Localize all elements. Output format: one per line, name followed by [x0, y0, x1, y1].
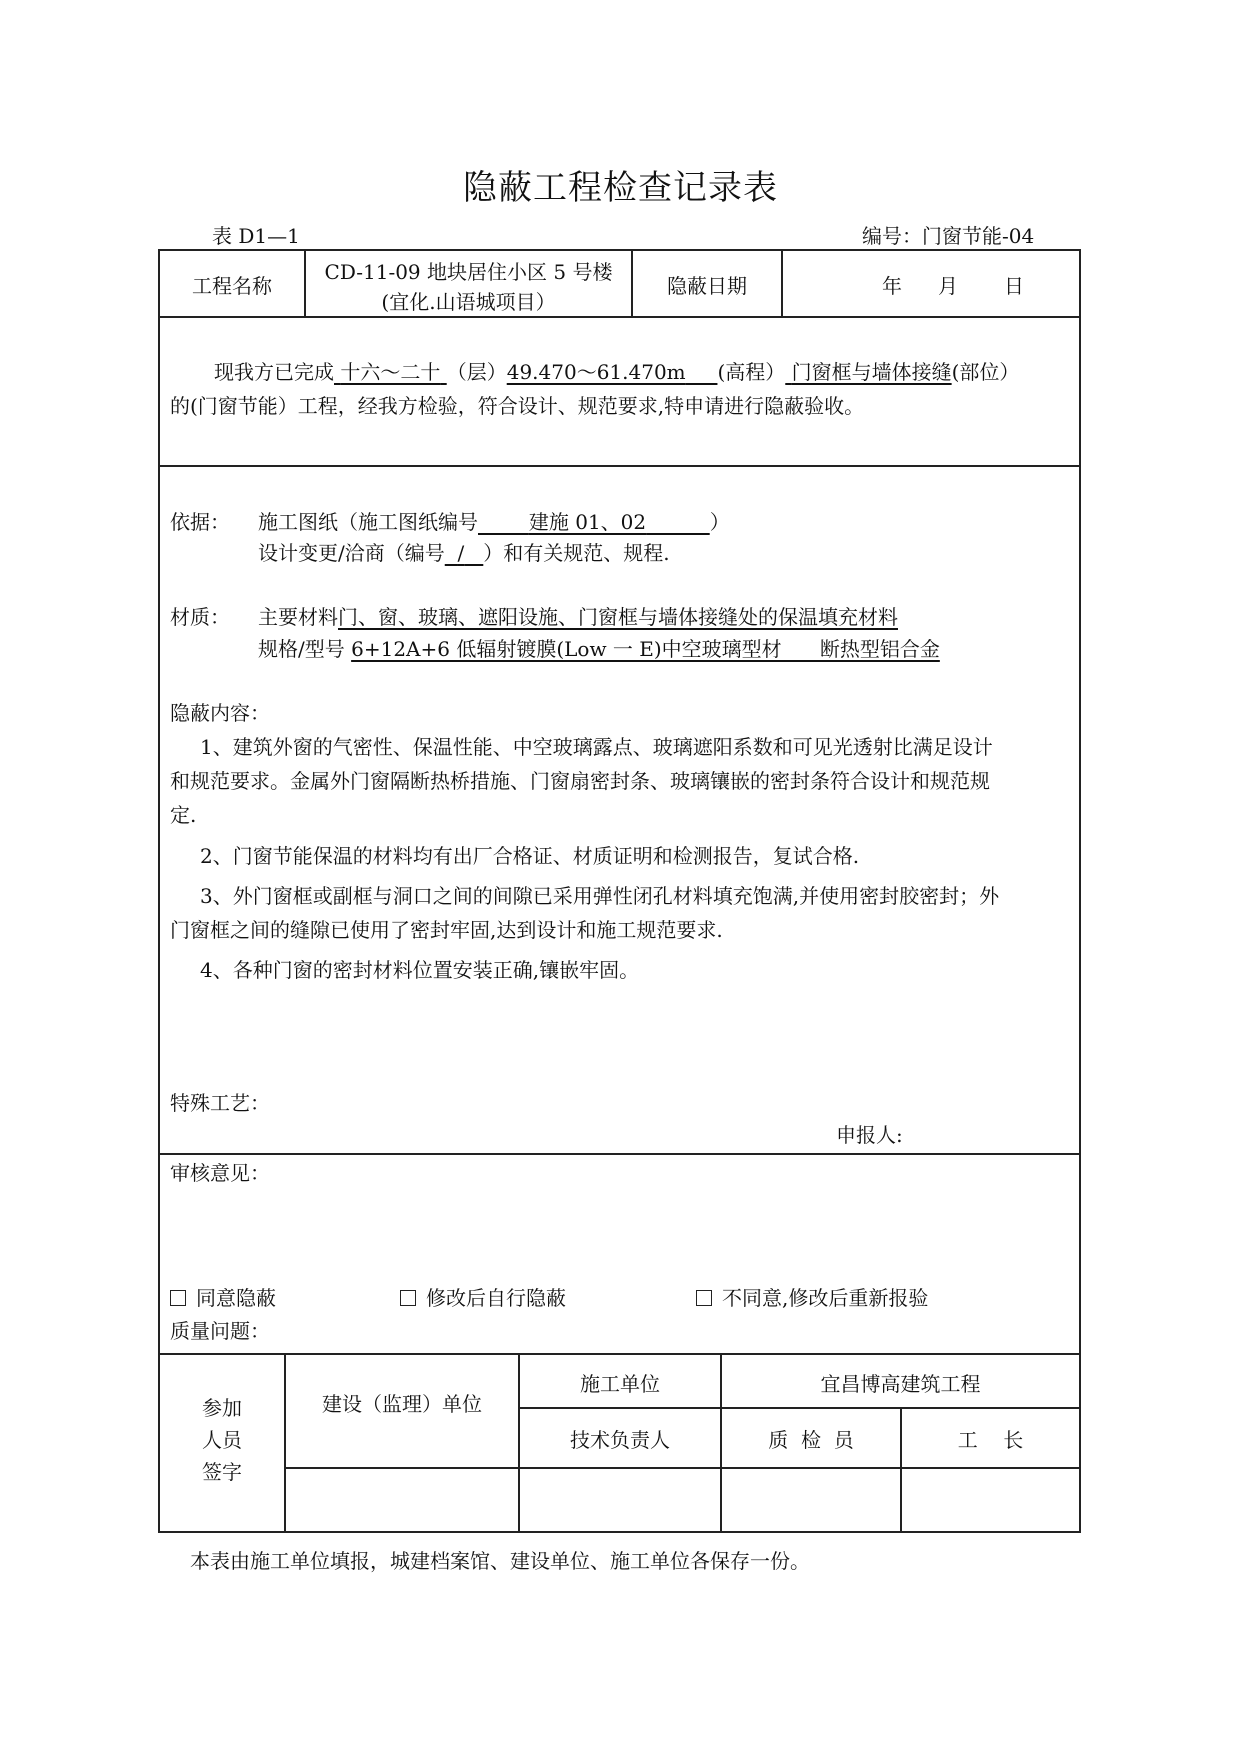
elevation-text: 49.470～61.470m: [506, 360, 686, 384]
option-approve[interactable]: [170, 1282, 276, 1311]
declaration-prefix: 现我方已完成: [214, 360, 334, 384]
content-item-1-line1: 1、建筑外窗的气密性、保温性能、中空玻璃露点、玻璃遮阳系数和可见光透射比满足设计: [200, 735, 993, 759]
location-value: [785, 360, 951, 384]
divider: [284, 1467, 1081, 1469]
floors-value: [334, 360, 447, 384]
participants-label-3: 签字: [202, 1460, 242, 1484]
material-spec: [258, 633, 940, 662]
participants-label-1: 参加: [202, 1396, 242, 1420]
content-item-1-line3: 定.: [170, 803, 197, 827]
divider: [158, 465, 1081, 467]
location-text: 门窗框与墙体接缝: [791, 360, 952, 384]
elevation-value: [507, 360, 718, 384]
change-number: [445, 541, 484, 565]
declaration-line1: [214, 356, 1019, 385]
basis-drawing: [258, 506, 730, 535]
content-item-3-line2: 门窗框之间的缝隙已使用了密封牢固,达到设计和施工规范要求.: [170, 918, 723, 942]
tech-lead-label: 技术负责人: [570, 1428, 670, 1452]
content-item-2: 2、门窗节能保温的材料均有出厂合格证、材质证明和检测报告，复试合格.: [200, 844, 860, 868]
drawing-number-text: 建施 01、02: [528, 510, 647, 534]
checkbox-icon[interactable]: [400, 1290, 416, 1306]
table-border-left: [158, 249, 160, 1531]
option-reject-label: 不同意,修改后重新报验: [722, 1286, 929, 1310]
main-material-value: 门、窗、玻璃、遮阳设施、门窗框与墙体接缝处的保温填充材料: [338, 605, 898, 629]
drawing-number: [478, 510, 710, 534]
project-name-line2: (宜化.山语城项目）: [381, 290, 556, 314]
checkbox-icon[interactable]: [170, 1290, 186, 1306]
divider: [284, 1353, 286, 1531]
divider: [781, 249, 783, 316]
page-title: 隐蔽工程检查记录表: [463, 168, 778, 208]
basis-change: [258, 537, 670, 566]
option-self-conceal-label: 修改后自行隐蔽: [426, 1286, 566, 1310]
main-material-prefix: 主要材料: [258, 605, 338, 629]
material-main: [258, 601, 898, 630]
contractor-label: 施工单位: [580, 1372, 660, 1396]
divider: [158, 1353, 1081, 1355]
option-self-conceal[interactable]: [400, 1282, 566, 1311]
material-label: 材质：: [170, 605, 230, 629]
content-item-3-line1: 3、外门窗框或副框与洞口之间的间隙已采用弹性闭孔材料填充饱满,并使用密封胶密封；外: [200, 884, 1000, 908]
project-name-label: 工程名称: [192, 274, 272, 298]
change-suffix: ）和有关规范、规程.: [483, 541, 670, 565]
change-number-text: /: [457, 541, 465, 565]
content-label: 隐蔽内容：: [170, 701, 270, 725]
location-unit: (部位）: [951, 360, 1020, 384]
table-border-right: [1079, 249, 1081, 1531]
owner-unit-label: 建设（监理）单位: [322, 1392, 482, 1416]
content-item-1-line2: 和规范要求。金属外门窗隔断热桥措施、门窗扇密封条、玻璃镶嵌的密封条符合设计和规范规: [170, 769, 990, 793]
project-name-line1: CD-11-09 地块居住小区 5 号楼: [324, 260, 613, 284]
option-approve-label: 同意隐蔽: [196, 1286, 276, 1310]
foreman-label: 工 长: [957, 1428, 1024, 1452]
serial-number: 编号：门窗节能-04: [862, 224, 1035, 248]
drawing-suffix: ）: [709, 510, 730, 534]
option-reject[interactable]: [696, 1282, 928, 1311]
content-item-4: 4、各种门窗的密封材料位置安装正确,镶嵌牢固。: [200, 958, 640, 982]
divider: [158, 1153, 1081, 1155]
inspector-label: 质 检 员: [768, 1428, 854, 1452]
divider: [518, 1407, 1081, 1409]
elevation-unit: (高程）: [717, 360, 786, 384]
declaration-line2: 的(门窗节能）工程，经我方检验，符合设计、规范要求,特申请进行隐蔽验收。: [170, 394, 865, 418]
date-month: 月: [938, 274, 958, 298]
change-prefix: 设计变更/洽商（编号: [258, 541, 445, 565]
review-label: 审核意见：: [170, 1161, 270, 1185]
spec-value: 6+12A+6 低辐射镀膜(Low 一 E)中空玻璃型材 断热型铝合金: [351, 637, 940, 661]
spec-prefix: 规格/型号: [258, 637, 345, 661]
applicant-label: 申报人:: [836, 1123, 903, 1147]
table-border-top: [158, 249, 1081, 251]
divider: [158, 316, 1081, 318]
form-code: 表 D1—1: [212, 224, 300, 248]
table-border-bottom: [158, 1531, 1081, 1533]
checkbox-icon[interactable]: [696, 1290, 712, 1306]
special-process-label: 特殊工艺：: [170, 1091, 270, 1115]
basis-label: 依据：: [170, 510, 230, 534]
participants-label-2: 人员: [202, 1428, 242, 1452]
date-day: 日: [1004, 274, 1024, 298]
contractor-name: 宜昌博高建筑工程: [820, 1372, 981, 1396]
floors-unit: （层）: [446, 360, 507, 384]
concealed-date-label: 隐蔽日期: [667, 274, 747, 298]
quality-issue-label: 质量问题：: [170, 1319, 270, 1343]
date-year: 年: [882, 274, 902, 298]
footer-note: 本表由施工单位填报，城建档案馆、建设单位、施工单位各保存一份。: [190, 1549, 810, 1573]
floors-text: 十六～二十: [340, 360, 441, 384]
drawing-prefix: 施工图纸（施工图纸编号: [258, 510, 478, 534]
